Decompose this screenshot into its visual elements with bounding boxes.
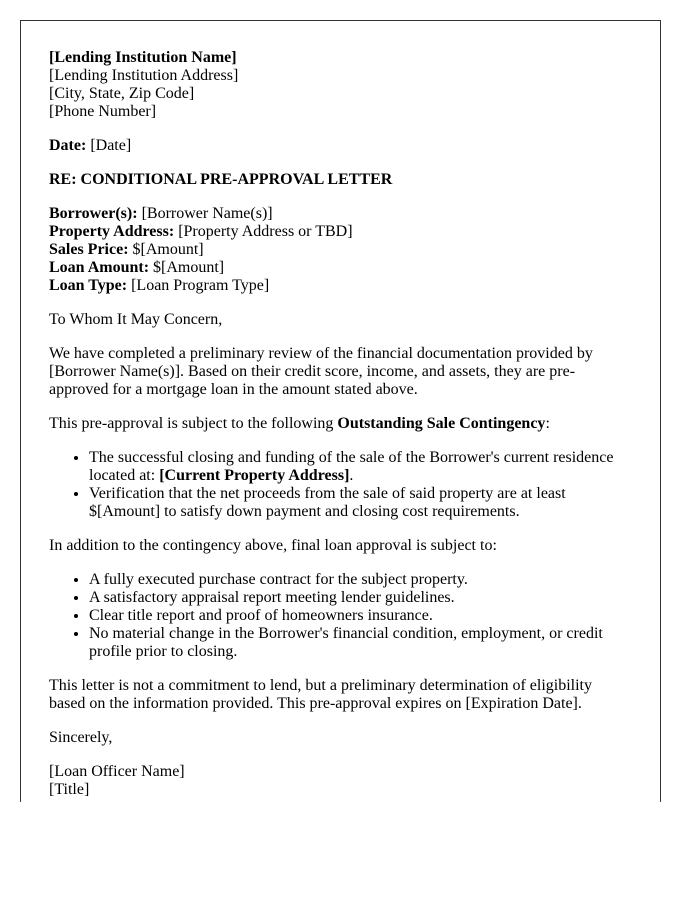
subject: RE: CONDITIONAL PRE-APPROVAL LETTER <box>49 171 393 188</box>
conditions-list <box>49 571 632 661</box>
date-label: Date: <box>49 137 87 154</box>
detail-label: Borrower(s): <box>49 205 138 222</box>
detail-label: Sales Price: <box>49 241 129 258</box>
list-item: • A fully executed purchase contract for the subject property. <box>89 571 632 589</box>
institution-address: [Lending Institution Address] <box>49 67 239 84</box>
list-item: • Clear title report and proof of homeowners insurance. <box>89 607 632 625</box>
list-item: • A satisfactory appraisal report meeting lender guidelines. <box>89 589 632 607</box>
list-item: • Verification that the net proceeds from the sale of said property are at least $[Amount] to satisfy down payment and closing cost requirements. <box>89 485 632 521</box>
institution-name: [Lending Institution Name] <box>49 49 237 66</box>
contingency-intro <box>49 415 632 433</box>
letter-page <box>20 20 661 802</box>
detail-value: $[Amount] <box>128 241 204 258</box>
detail-value: [Property Address or TBD] <box>174 223 353 240</box>
detail-value: [Loan Program Type] <box>127 277 270 294</box>
disclaimer: This letter is not a commitment to lend, but a preliminary determination of eligibility based on the information provided. This pre-approval expires on [Expiration Date]. <box>49 677 592 712</box>
signature-block <box>49 763 632 799</box>
loan-officer-title: [Title] <box>49 781 90 798</box>
text-run: The successful closing and funding of the sale of the Borrower's current residence located at: <box>89 449 614 484</box>
detail-label: Loan Amount: <box>49 259 150 276</box>
letterhead <box>49 49 632 121</box>
text-run: This pre-approval is subject to the following <box>49 415 338 432</box>
contingency-name: Outstanding Sale Contingency <box>337 415 546 432</box>
date-line <box>49 137 632 155</box>
phone-number: [Phone Number] <box>49 103 157 120</box>
city-state-zip: [City, State, Zip Code] <box>49 85 195 102</box>
salutation: To Whom It May Concern, <box>49 311 223 328</box>
list-item <box>89 449 632 485</box>
loan-officer-name: [Loan Officer Name] <box>49 763 185 780</box>
detail-value: [Borrower Name(s)] <box>137 205 273 222</box>
loan-details <box>49 205 632 295</box>
date-value: [Date] <box>86 137 132 154</box>
list-item: • No material change in the Borrower's financial condition, employment, or credit profile prior to closing. <box>89 625 632 661</box>
intro-paragraph: We have completed a preliminary review of the financial documentation provided by [Borrower Name(s)]. Based on their credit score, income, and assets, they are pre-approved for a mortgage loan in the amount stated above. <box>49 345 593 398</box>
detail-value: $[Amount] <box>149 259 225 276</box>
closing: Sincerely, <box>49 729 113 746</box>
detail-label: Loan Type: <box>49 277 128 294</box>
contingency-list <box>49 449 632 521</box>
conditions-intro: In addition to the contingency above, final loan approval is subject to: <box>49 537 497 554</box>
current-property-address: [Current Property Address] <box>159 467 350 484</box>
text-run: . <box>349 467 354 484</box>
detail-label: Property Address: <box>49 223 175 240</box>
subject-line <box>49 171 632 189</box>
text-run: : <box>545 415 550 432</box>
